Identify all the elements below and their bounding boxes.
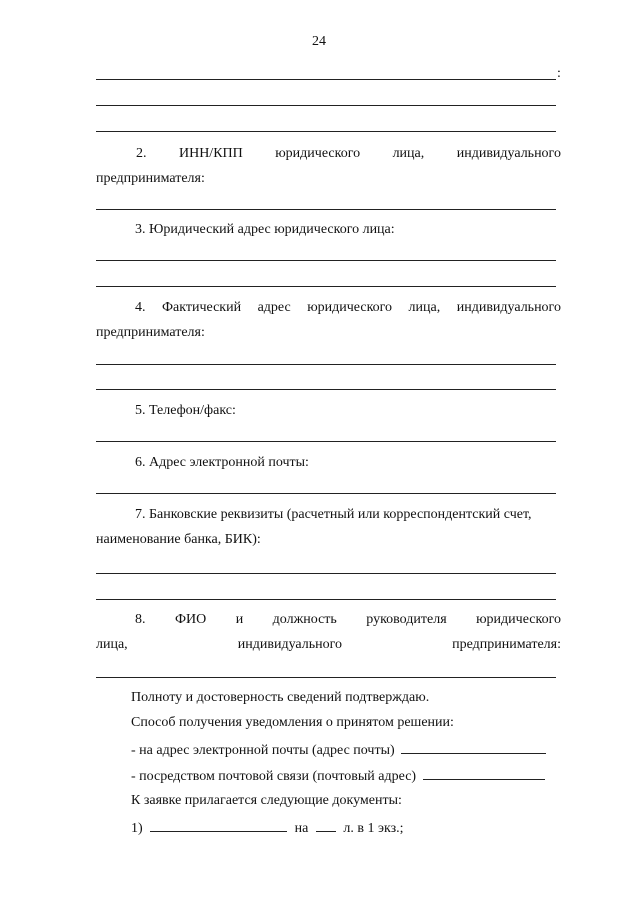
- item2-line2: предпринимателя:: [96, 171, 205, 186]
- item4-line2: предпринимателя:: [96, 325, 205, 340]
- item8-word: лица,: [96, 637, 128, 652]
- item2-word: юридического: [275, 146, 361, 161]
- item4-word: Фактический: [161, 300, 242, 315]
- email-field[interactable]: [96, 493, 556, 494]
- email-address-field[interactable]: [401, 741, 546, 754]
- item4-word: лица,: [408, 300, 441, 315]
- item2-word: индивидуального: [456, 146, 561, 161]
- actual-address-field[interactable]: [96, 364, 556, 365]
- attachment-number: 1): [131, 821, 143, 836]
- item6-heading: 6. Адрес электронной почты:: [135, 455, 309, 470]
- attachment-on: на: [294, 821, 309, 836]
- item2-word: 2.: [136, 146, 147, 161]
- attachments-title: К заявке прилагается следующие документы:: [131, 793, 402, 808]
- attachment-row: [131, 819, 404, 837]
- item8-word: 8.: [135, 612, 146, 627]
- legal-address-field[interactable]: [96, 260, 556, 261]
- fill-line[interactable]: [96, 79, 556, 80]
- item4-word: адрес: [257, 300, 291, 315]
- method-title: Способ получения уведомления о принятом решении:: [131, 715, 454, 730]
- item2-heading: [136, 146, 561, 162]
- postal-address-field[interactable]: [423, 767, 545, 780]
- item8-heading: [135, 612, 561, 628]
- legal-address-field[interactable]: [96, 286, 556, 287]
- item8-line2: [96, 637, 561, 653]
- phone-fax-field[interactable]: [96, 441, 556, 442]
- bank-details-field[interactable]: [96, 573, 556, 574]
- bank-details-field[interactable]: [96, 599, 556, 600]
- item4-word: индивидуального: [456, 300, 561, 315]
- item8-word: юридического: [476, 612, 561, 627]
- director-name-field[interactable]: [96, 677, 556, 678]
- item4-word: 4.: [135, 300, 146, 315]
- item8-word: должность: [272, 612, 337, 627]
- item8-word: руководителя: [366, 612, 447, 627]
- inn-kpp-field[interactable]: [96, 209, 556, 210]
- item7-line2: наименование банка, БИК):: [96, 532, 261, 547]
- method-email-row: [131, 741, 546, 759]
- item2-word: лица,: [392, 146, 425, 161]
- confirm-text: Полноту и достоверность сведений подтверждаю.: [131, 690, 430, 705]
- fill-line[interactable]: [96, 105, 556, 106]
- attachment-pages-field[interactable]: [316, 819, 336, 832]
- attachment-name-field[interactable]: [150, 819, 287, 832]
- item4-word: юридического: [307, 300, 393, 315]
- method-email-label: - на адрес электронной почты (адрес почты): [131, 743, 395, 758]
- item8-word: индивидуального: [237, 637, 343, 652]
- item8-word: ФИО: [174, 612, 207, 627]
- continuation-colon: :: [557, 66, 561, 81]
- method-post-label: - посредством почтовой связи (почтовый адрес): [131, 769, 417, 784]
- method-post-row: [131, 767, 545, 785]
- item4-heading: [135, 300, 561, 316]
- item8-word: и: [235, 612, 244, 627]
- item5-heading: 5. Телефон/факс:: [135, 403, 236, 418]
- attachment-suffix: л. в 1 экз.;: [343, 821, 404, 836]
- item8-word: предпринимателя:: [452, 637, 561, 652]
- actual-address-field[interactable]: [96, 389, 556, 390]
- item2-word: ИНН/КПП: [178, 146, 243, 161]
- item3-heading: 3. Юридический адрес юридического лица:: [135, 222, 395, 237]
- item7-line1: 7. Банковские реквизиты (расчетный или корреспондентский счет,: [135, 507, 532, 522]
- page-number: 24: [312, 34, 326, 49]
- fill-line[interactable]: [96, 131, 556, 132]
